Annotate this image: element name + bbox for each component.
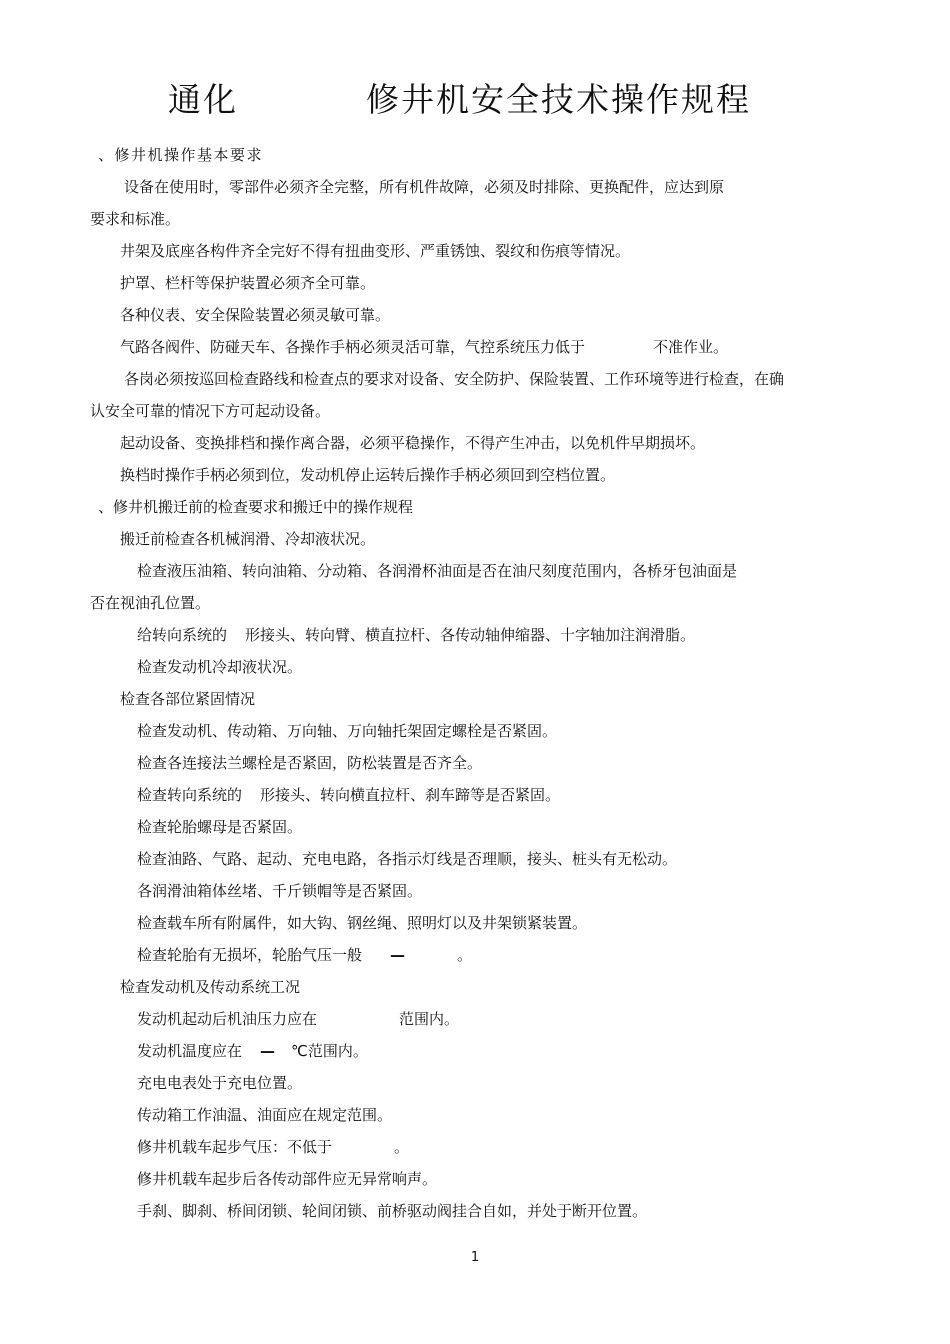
paragraph-line: 检查液压油箱、转向油箱、分动箱、各润滑杯油面是否在油尺刻度范围内，各桥牙包油面是 — [137, 562, 738, 580]
paragraph-line — [137, 785, 560, 805]
line-text: 不准作业。 — [653, 338, 729, 356]
paragraph-line: 检查油路、气路、起动、充电电路，各指示灯线是否理顺，接头、桩头有无松动。 — [137, 850, 678, 868]
paragraph-line: 设备在使用时，零部件必须齐全完整，所有机件故障，必须及时排除、更换配件，应达到原 — [124, 178, 725, 196]
line-text: 。 — [394, 1138, 410, 1156]
page-number: 1 — [470, 1250, 480, 1265]
paragraph-line: 认安全可靠的情况下方可起动设备。 — [90, 402, 331, 420]
title-location: 通化 — [168, 80, 238, 119]
line-text: 发动机温度应在 — [137, 1042, 243, 1060]
paragraph-line: 护罩、栏杆等保护装置必须齐全可靠。 — [120, 274, 376, 292]
paragraph-line: 井架及底座各构件齐全完好不得有扭曲变形、严重锈蚀、裂纹和伤痕等情况。 — [120, 242, 631, 260]
paragraph-line — [137, 1041, 368, 1061]
line-text: 范围内。 — [399, 1010, 460, 1028]
line-text: 检查轮胎有无损坏，轮胎气压一般 — [137, 946, 363, 964]
paragraph-line: 要求和标准。 — [90, 210, 181, 228]
paragraph-line — [137, 625, 695, 645]
section-heading-2: 、修井机搬迁前的检查要求和搬迁中的操作规程 — [98, 498, 414, 516]
paragraph-line: 检查发动机、传动箱、万向轴、万向轴托架固定螺栓是否紧固。 — [137, 722, 558, 740]
paragraph-line: 修井机载车起步后各传动部件应无异常响声。 — [137, 1170, 438, 1188]
paragraph-line: 检查发动机冷却液状况。 — [137, 658, 303, 676]
dash-mark: — — [260, 1042, 276, 1060]
line-text: 。 — [457, 946, 473, 964]
paragraph-line: 传动箱工作油温、油面应在规定范围。 — [137, 1106, 393, 1124]
subsection-heading: 检查发动机及传动系统工况 — [120, 978, 301, 996]
paragraph-line — [137, 1009, 459, 1029]
paragraph-line: 否在视油孔位置。 — [90, 594, 211, 612]
paragraph-line: 手刹、脚刹、桥间闭锁、轮间闭锁、前桥驱动阀挂合自如，并处于断开位置。 — [137, 1202, 648, 1220]
line-text: 形接头、转向横直拉杆、刹车蹄等是否紧固。 — [260, 786, 561, 804]
paragraph-line: 各岗必须按巡回检查路线和检查点的要求对设备、安全防护、保险装置、工作环境等进行检查，在确 — [124, 370, 785, 388]
paragraph-line — [120, 337, 728, 357]
section-heading-1: 、修井机操作基本要求 — [98, 146, 264, 164]
paragraph-line: 检查各连接法兰螺栓是否紧固，防松装置是否齐全。 — [137, 754, 483, 772]
paragraph-line: 各润滑油箱体丝堵、千斤锁帽等是否紧固。 — [137, 882, 423, 900]
title-main: 修井机安全技术操作规程 — [366, 80, 751, 119]
paragraph-line: 检查轮胎螺母是否紧固。 — [137, 818, 303, 836]
line-text: 形接头、转向臂、横直拉杆、各传动轴伸缩器、十字轴加注润滑脂。 — [245, 626, 696, 644]
paragraph-line — [137, 945, 472, 965]
line-text: 气路各阀件、防碰天车、各操作手柄必须灵活可靠，气控系统压力低于 — [120, 338, 586, 356]
paragraph-line — [137, 1137, 409, 1157]
line-text: 检查转向系统的 — [137, 786, 243, 804]
line-text: 修井机载车起步气压：不低于 — [137, 1138, 333, 1156]
paragraph-line: 充电电表处于充电位置。 — [137, 1074, 303, 1092]
document-title — [0, 74, 950, 124]
paragraph-line: 检查载车所有附属件，如大钩、钢丝绳、照明灯以及井架锁紧装置。 — [137, 914, 588, 932]
dash-mark: — — [390, 946, 406, 964]
line-text: ℃范围内。 — [291, 1042, 368, 1060]
line-text: 给转向系统的 — [137, 626, 228, 644]
line-text: 发动机起动后机油压力应在 — [137, 1010, 318, 1028]
paragraph-line: 起动设备、变换排档和操作离合器，必须平稳操作，不得产生冲击，以免机件早期损坏。 — [120, 434, 706, 452]
paragraph-line: 换档时操作手柄必须到位，发动机停止运转后操作手柄必须回到空档位置。 — [120, 466, 616, 484]
paragraph-line: 各种仪表、安全保险装置必须灵敏可靠。 — [120, 306, 391, 324]
subsection-heading: 检查各部位紧固情况 — [120, 690, 256, 708]
paragraph-line: 搬迁前检查各机械润滑、冷却液状况。 — [120, 530, 376, 548]
